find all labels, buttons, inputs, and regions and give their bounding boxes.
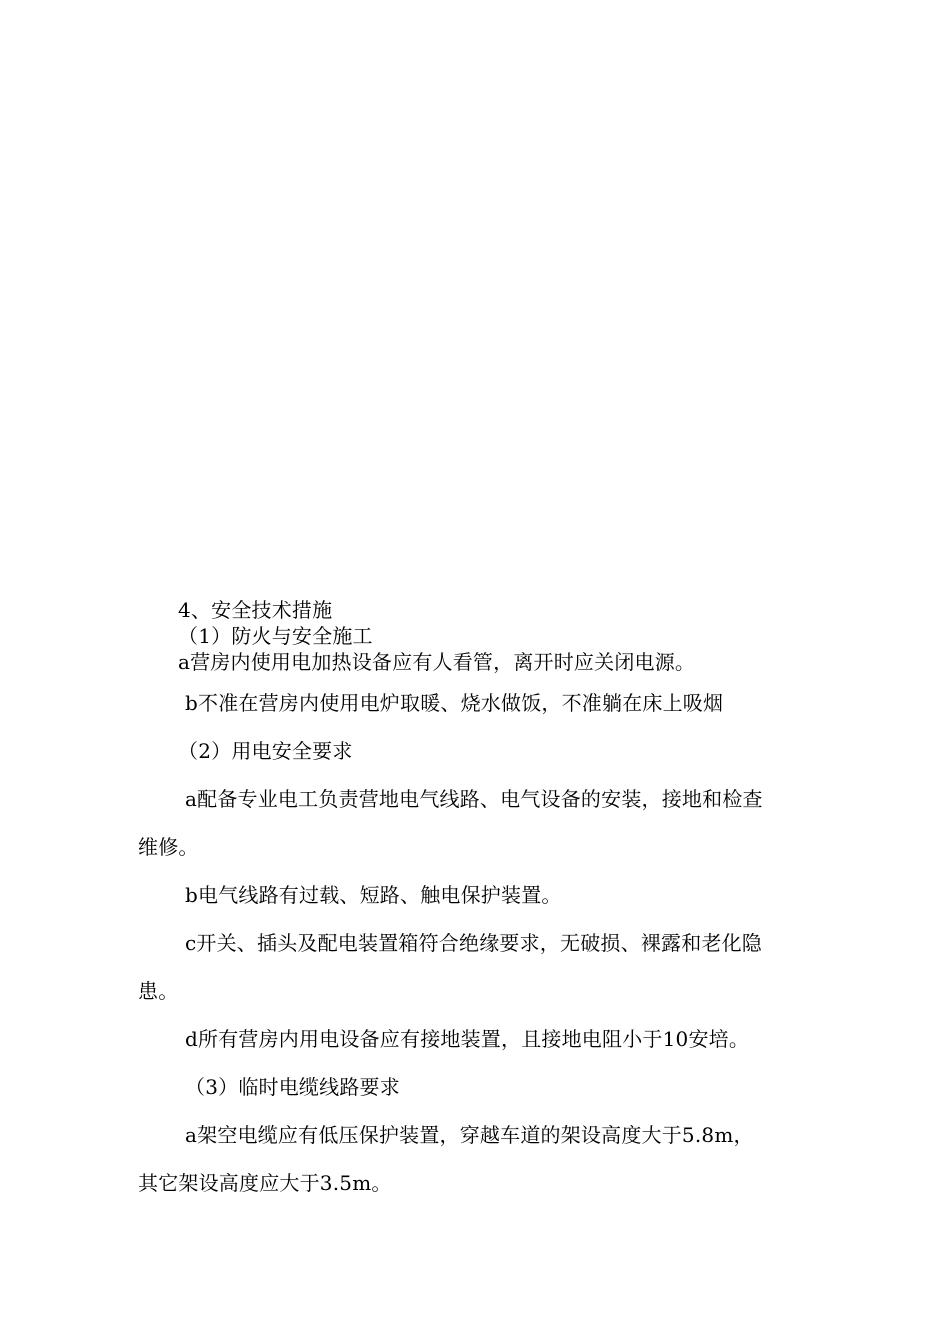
paragraph-electric-c-line2: 患。 (138, 979, 179, 1003)
paragraph-electric-a-line1: a配备专业电工负责营地电气线路、电气设备的安装，接地和检查 (185, 787, 763, 811)
paragraph-electric-b: b电气线路有过载、短路、触电保护装置。 (185, 883, 562, 907)
paragraph-cable-a-line1: a架空电缆应有低压保护装置，穿越车道的架设高度大于5.8m， (185, 1123, 754, 1147)
subsection-heading-cable: （3）临时电缆线路要求 (185, 1075, 400, 1099)
paragraph-electric-d: d所有营房内用电设备应有接地装置，且接地电阻小于10安培。 (185, 1027, 750, 1051)
paragraph-electric-a-line2: 维修。 (138, 835, 199, 859)
paragraph-electric-c-line1: c开关、插头及配电装置箱符合绝缘要求，无破损、裸露和老化隐 (185, 931, 763, 955)
paragraph-fire-b: b不准在营房内使用电炉取暖、烧水做饭，不准躺在床上吸烟 (185, 691, 724, 715)
paragraph-cable-a-line2: 其它架设高度应大于3.5m。 (138, 1171, 392, 1195)
section-heading: 4、安全技术措施 (178, 598, 333, 622)
paragraph-fire-a: a营房内使用电加热设备应有人看管，离开时应关闭电源。 (178, 650, 696, 674)
subsection-heading-electric-safety: （2）用电安全要求 (178, 739, 353, 763)
subsection-heading-fire-safety: （1）防火与安全施工 (178, 624, 373, 648)
